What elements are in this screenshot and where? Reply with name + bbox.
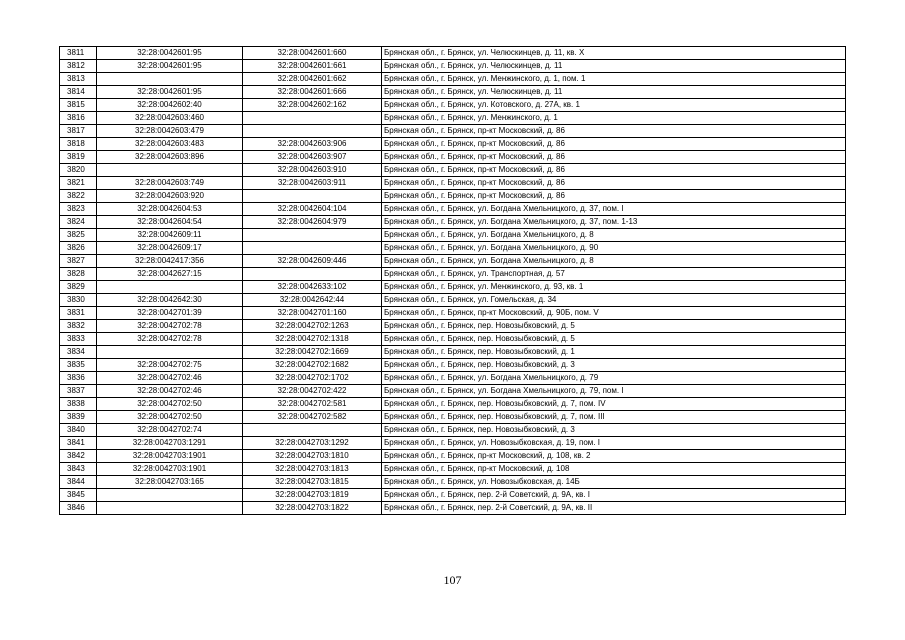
object-number-cell: 32:28:0042602:162 [243, 99, 382, 112]
row-number-cell: 3813 [60, 73, 97, 86]
table-row [60, 125, 846, 138]
object-number-cell: 32:28:0042601:666 [243, 86, 382, 99]
row-number-cell: 3812 [60, 60, 97, 73]
row-number-cell: 3819 [60, 151, 97, 164]
row-number-cell: 3815 [60, 99, 97, 112]
address-cell: Брянская обл., г. Брянск, ул. Новозыбковская, д. 19, пом. I [382, 437, 846, 450]
parcel-number-cell: 32:28:0042627:15 [97, 268, 243, 281]
address-cell: Брянская обл., г. Брянск, пр-кт Московский, д. 86 [382, 151, 846, 164]
row-number-cell: 3823 [60, 203, 97, 216]
address-cell: Брянская обл., г. Брянск, пер. 2-й Советский, д. 9А, кв. I [382, 489, 846, 502]
object-number-cell: 32:28:0042703:1292 [243, 437, 382, 450]
object-number-cell: 32:28:0042702:422 [243, 385, 382, 398]
table-row [60, 138, 846, 151]
table-row [60, 450, 846, 463]
object-number-cell: 32:28:0042702:1318 [243, 333, 382, 346]
address-cell: Брянская обл., г. Брянск, пр-кт Московский, д. 90Б, пом. V [382, 307, 846, 320]
address-cell: Брянская обл., г. Брянск, ул. Менжинского, д. 1 [382, 112, 846, 125]
row-number-cell: 3843 [60, 463, 97, 476]
row-number-cell: 3832 [60, 320, 97, 333]
object-number-cell: 32:28:0042703:1815 [243, 476, 382, 489]
row-number-cell: 3828 [60, 268, 97, 281]
address-cell: Брянская обл., г. Брянск, ул. Челюскинцев, д. 11 [382, 86, 846, 99]
row-number-cell: 3816 [60, 112, 97, 125]
row-number-cell: 3824 [60, 216, 97, 229]
address-cell: Брянская обл., г. Брянск, ул. Богдана Хмельницкого, д. 8 [382, 255, 846, 268]
object-number-cell: 32:28:0042601:661 [243, 60, 382, 73]
parcel-number-cell: 32:28:0042702:74 [97, 424, 243, 437]
table-row [60, 385, 846, 398]
parcel-number-cell: 32:28:0042417:356 [97, 255, 243, 268]
table-row [60, 151, 846, 164]
table-row [60, 437, 846, 450]
table-row [60, 333, 846, 346]
object-number-cell: 32:28:0042603:911 [243, 177, 382, 190]
parcel-number-cell: 32:28:0042703:165 [97, 476, 243, 489]
parcel-number-cell: 32:28:0042603:749 [97, 177, 243, 190]
address-cell: Брянская обл., г. Брянск, пр-кт Московский, д. 86 [382, 164, 846, 177]
parcel-number-cell [97, 346, 243, 359]
parcel-number-cell: 32:28:0042642:30 [97, 294, 243, 307]
row-number-cell: 3834 [60, 346, 97, 359]
table-row [60, 424, 846, 437]
row-number-cell: 3821 [60, 177, 97, 190]
object-number-cell: 32:28:0042609:446 [243, 255, 382, 268]
row-number-cell: 3841 [60, 437, 97, 450]
address-cell: Брянская обл., г. Брянск, пер. Новозыбковский, д. 1 [382, 346, 846, 359]
object-number-cell [243, 125, 382, 138]
object-number-cell: 32:28:0042701:160 [243, 307, 382, 320]
row-number-cell: 3846 [60, 502, 97, 515]
row-number-cell: 3814 [60, 86, 97, 99]
parcel-number-cell: 32:28:0042603:483 [97, 138, 243, 151]
parcel-number-cell: 32:28:0042702:75 [97, 359, 243, 372]
object-number-cell: 32:28:0042702:582 [243, 411, 382, 424]
table-row [60, 86, 846, 99]
address-cell: Брянская обл., г. Брянск, ул. Богдана Хмельницкого, д. 8 [382, 229, 846, 242]
address-cell: Брянская обл., г. Брянск, ул. Богдана Хмельницкого, д. 37, пом. I [382, 203, 846, 216]
table-row [60, 112, 846, 125]
object-number-cell: 32:28:0042601:660 [243, 47, 382, 60]
row-number-cell: 3837 [60, 385, 97, 398]
parcel-number-cell [97, 502, 243, 515]
row-number-cell: 3845 [60, 489, 97, 502]
row-number-cell: 3818 [60, 138, 97, 151]
table-row [60, 307, 846, 320]
table-row [60, 502, 846, 515]
table-row [60, 398, 846, 411]
parcel-number-cell: 32:28:0042702:46 [97, 372, 243, 385]
parcel-number-cell: 32:28:0042603:920 [97, 190, 243, 203]
row-number-cell: 3835 [60, 359, 97, 372]
row-number-cell: 3811 [60, 47, 97, 60]
parcel-number-cell: 32:28:0042703:1901 [97, 450, 243, 463]
table-row [60, 177, 846, 190]
row-number-cell: 3830 [60, 294, 97, 307]
table-row [60, 164, 846, 177]
parcel-number-cell: 32:28:0042601:95 [97, 86, 243, 99]
table-body [60, 47, 846, 515]
row-number-cell: 3827 [60, 255, 97, 268]
table-row [60, 242, 846, 255]
object-number-cell: 32:28:0042603:910 [243, 164, 382, 177]
row-number-cell: 3833 [60, 333, 97, 346]
table-row [60, 60, 846, 73]
table-row [60, 359, 846, 372]
parcel-number-cell [97, 281, 243, 294]
address-cell: Брянская обл., г. Брянск, пр-кт Московский, д. 86 [382, 125, 846, 138]
address-cell: Брянская обл., г. Брянск, пр-кт Московский, д. 86 [382, 138, 846, 151]
address-cell: Брянская обл., г. Брянск, пер. 2-й Советский, д. 9А, кв. II [382, 502, 846, 515]
row-number-cell: 3839 [60, 411, 97, 424]
address-cell: Брянская обл., г. Брянск, пр-кт Московский, д. 108 [382, 463, 846, 476]
object-number-cell [243, 190, 382, 203]
object-number-cell: 32:28:0042703:1822 [243, 502, 382, 515]
row-number-cell: 3836 [60, 372, 97, 385]
row-number-cell: 3825 [60, 229, 97, 242]
table-row [60, 47, 846, 60]
address-cell: Брянская обл., г. Брянск, ул. Транспортная, д. 57 [382, 268, 846, 281]
parcel-number-cell: 32:28:0042601:95 [97, 60, 243, 73]
object-number-cell: 32:28:0042604:104 [243, 203, 382, 216]
table-row [60, 320, 846, 333]
table-row [60, 463, 846, 476]
page-number: 107 [443, 573, 462, 587]
parcel-number-cell [97, 164, 243, 177]
address-cell: Брянская обл., г. Брянск, пер. Новозыбковский, д. 7, пом. IV [382, 398, 846, 411]
object-number-cell [243, 268, 382, 281]
object-number-cell [243, 424, 382, 437]
object-number-cell: 32:28:0042702:1702 [243, 372, 382, 385]
address-cell: Брянская обл., г. Брянск, пер. Новозыбковский, д. 3 [382, 359, 846, 372]
parcel-number-cell: 32:28:0042601:95 [97, 47, 243, 60]
object-number-cell [243, 242, 382, 255]
address-cell: Брянская обл., г. Брянск, пр-кт Московский, д. 86 [382, 177, 846, 190]
parcel-number-cell: 32:28:0042702:78 [97, 320, 243, 333]
row-number-cell: 3844 [60, 476, 97, 489]
table-row [60, 281, 846, 294]
parcel-number-cell: 32:28:0042703:1291 [97, 437, 243, 450]
object-number-cell: 32:28:0042703:1819 [243, 489, 382, 502]
row-number-cell: 3822 [60, 190, 97, 203]
object-number-cell: 32:28:0042604:979 [243, 216, 382, 229]
row-number-cell: 3820 [60, 164, 97, 177]
object-number-cell [243, 112, 382, 125]
parcel-number-cell: 32:28:0042701:39 [97, 307, 243, 320]
object-number-cell: 32:28:0042633:102 [243, 281, 382, 294]
row-number-cell: 3831 [60, 307, 97, 320]
parcel-number-cell [97, 73, 243, 86]
table-row [60, 216, 846, 229]
address-cell: Брянская обл., г. Брянск, ул. Менжинского, д. 93, кв. 1 [382, 281, 846, 294]
row-number-cell: 3826 [60, 242, 97, 255]
object-number-cell: 32:28:0042703:1810 [243, 450, 382, 463]
address-cell: Брянская обл., г. Брянск, ул. Богдана Хмельницкого, д. 79, пом. I [382, 385, 846, 398]
object-number-cell: 32:28:0042642:44 [243, 294, 382, 307]
address-cell: Брянская обл., г. Брянск, пер. Новозыбковский, д. 5 [382, 320, 846, 333]
parcel-number-cell: 32:28:0042603:460 [97, 112, 243, 125]
table-row [60, 372, 846, 385]
parcel-number-cell: 32:28:0042603:896 [97, 151, 243, 164]
table-row [60, 99, 846, 112]
address-cell: Брянская обл., г. Брянск, пер. Новозыбковский, д. 3 [382, 424, 846, 437]
address-cell: Брянская обл., г. Брянск, ул. Менжинского, д. 1, пом. 1 [382, 73, 846, 86]
object-number-cell: 32:28:0042603:906 [243, 138, 382, 151]
address-cell: Брянская обл., г. Брянск, пр-кт Московский, д. 86 [382, 190, 846, 203]
object-number-cell [243, 229, 382, 242]
table-row [60, 476, 846, 489]
address-cell: Брянская обл., г. Брянск, ул. Челюскинцев, д. 11, кв. X [382, 47, 846, 60]
row-number-cell: 3817 [60, 125, 97, 138]
parcel-number-cell: 32:28:0042702:50 [97, 398, 243, 411]
address-cell: Брянская обл., г. Брянск, ул. Котовского, д. 27А, кв. 1 [382, 99, 846, 112]
address-cell: Брянская обл., г. Брянск, ул. Богдана Хмельницкого, д. 90 [382, 242, 846, 255]
row-number-cell: 3842 [60, 450, 97, 463]
table-row [60, 294, 846, 307]
object-number-cell: 32:28:0042702:1669 [243, 346, 382, 359]
table-row [60, 411, 846, 424]
data-table [59, 46, 846, 515]
address-cell: Брянская обл., г. Брянск, ул. Богдана Хмельницкого, д. 37, пом. 1-13 [382, 216, 846, 229]
table-row [60, 229, 846, 242]
row-number-cell: 3829 [60, 281, 97, 294]
object-number-cell: 32:28:0042703:1813 [243, 463, 382, 476]
address-cell: Брянская обл., г. Брянск, ул. Гомельская, д. 34 [382, 294, 846, 307]
address-cell: Брянская обл., г. Брянск, ул. Новозыбковская, д. 14Б [382, 476, 846, 489]
table-row [60, 268, 846, 281]
row-number-cell: 3840 [60, 424, 97, 437]
table-row [60, 73, 846, 86]
object-number-cell: 32:28:0042601:662 [243, 73, 382, 86]
table-row [60, 346, 846, 359]
parcel-number-cell: 32:28:0042609:11 [97, 229, 243, 242]
parcel-number-cell: 32:28:0042702:50 [97, 411, 243, 424]
parcel-number-cell: 32:28:0042703:1901 [97, 463, 243, 476]
table-row [60, 489, 846, 502]
parcel-number-cell: 32:28:0042604:53 [97, 203, 243, 216]
object-number-cell: 32:28:0042702:1263 [243, 320, 382, 333]
table-row [60, 255, 846, 268]
parcel-number-cell [97, 489, 243, 502]
address-cell: Брянская обл., г. Брянск, ул. Челюскинцев, д. 11 [382, 60, 846, 73]
object-number-cell: 32:28:0042702:581 [243, 398, 382, 411]
address-cell: Брянская обл., г. Брянск, пер. Новозыбковский, д. 7, пом. III [382, 411, 846, 424]
parcel-number-cell: 32:28:0042604:54 [97, 216, 243, 229]
parcel-number-cell: 32:28:0042602:40 [97, 99, 243, 112]
address-cell: Брянская обл., г. Брянск, пер. Новозыбковский, д. 5 [382, 333, 846, 346]
address-cell: Брянская обл., г. Брянск, ул. Богдана Хмельницкого, д. 79 [382, 372, 846, 385]
object-number-cell: 32:28:0042702:1682 [243, 359, 382, 372]
parcel-number-cell: 32:28:0042702:46 [97, 385, 243, 398]
parcel-number-cell: 32:28:0042702:78 [97, 333, 243, 346]
row-number-cell: 3838 [60, 398, 97, 411]
parcel-number-cell: 32:28:0042603:479 [97, 125, 243, 138]
parcel-number-cell: 32:28:0042609:17 [97, 242, 243, 255]
table-row [60, 203, 846, 216]
object-number-cell: 32:28:0042603:907 [243, 151, 382, 164]
table-row [60, 190, 846, 203]
address-cell: Брянская обл., г. Брянск, пр-кт Московский, д. 108, кв. 2 [382, 450, 846, 463]
